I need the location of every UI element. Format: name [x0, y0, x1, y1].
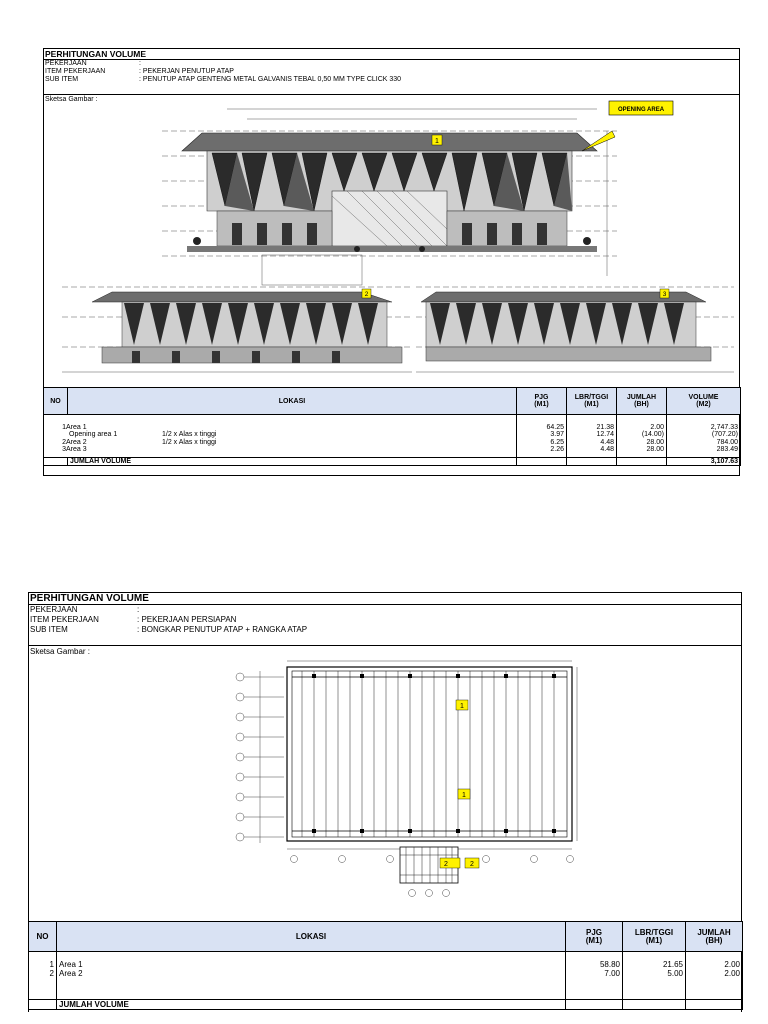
- sheet-1-field-item-label: ITEM PEKERJAAN: [45, 68, 106, 75]
- sheet-1-volume-table: [43, 387, 741, 466]
- sheet-1-field-item-value: : PEKERJAN PENUTUP ATAP: [139, 68, 234, 75]
- sheet-2-col-jumlah: JUMLAH (BH): [686, 922, 743, 952]
- table-row: 3 Area 3: [62, 446, 87, 453]
- sheet-2-col-lokasi: LOKASI: [57, 922, 566, 952]
- sheet-1-col-volume: VOLUME (M2): [667, 388, 741, 415]
- sheet-1-area-tag-2: 2: [364, 291, 369, 298]
- sheet-1-col-lbr: LBR/TGGI (M1): [567, 388, 617, 415]
- table-row: 1 Area 1: [62, 423, 87, 431]
- volume-sheet-1: [43, 48, 740, 476]
- sheet-2-area-tag-2b: 2: [470, 861, 474, 868]
- sheet-2-field-pekerjaan-label: PEKERJAAN: [30, 605, 78, 614]
- sheet-2-data-block: 1 2 Area 1 Area 2 58.80 7.00 21.65 5.00 2.00 2.00: [29, 960, 743, 1000]
- sheet-1-col-jumlah: JUMLAH (BH): [617, 388, 667, 415]
- table-row: Opening area 1 1/2 x Alas x tinggi: [69, 431, 217, 438]
- sheet-1-total-value: 3,107.63: [667, 458, 741, 466]
- sheet-2-title: PERHITUNGAN VOLUME: [30, 593, 149, 604]
- sheet-1-field-subitem-value: : PENUTUP ATAP GENTENG METAL GALVANIS TEBAL 0,50 MM TYPE CLICK 330: [139, 76, 402, 83]
- sheet-1-drawing-side-elevation-left: [62, 247, 412, 387]
- table-row: 2: [49, 968, 54, 978]
- sheet-2-field-item-label: ITEM PEKERJAAN: [30, 615, 99, 624]
- sheet-2-field-item-value: : PEKERJAAN PERSIAPAN: [137, 615, 237, 624]
- sheet-1-area-tag-3: 3: [662, 291, 667, 298]
- sheet-2-col-no: NO: [29, 922, 57, 952]
- sheet-1-title-rule: [44, 59, 739, 60]
- sheet-1-field-subitem-label: SUB ITEM: [45, 76, 79, 83]
- sheet-2-col-pjg: PJG (M1): [566, 922, 623, 952]
- sheet-2-total-label: JUMLAH VOLUME: [57, 1000, 566, 1010]
- sheet-1-area-tag-1: 1: [435, 138, 439, 145]
- sheet-1-title: PERHITUNGAN VOLUME: [45, 49, 147, 59]
- sheet-1-field-pekerjaan-label: PEKERJAAN: [45, 60, 87, 67]
- sheet-2-volume-table: [28, 921, 743, 1010]
- sheet-2-col-lbr: LBR/TGGI (M1): [623, 922, 686, 952]
- sheet-1-data-block: 1 Area 1 Opening area 1 1/2 x Alas x tinggi 2 Area 2 1/2 x Alas x tinggi 3 Area 3 64.25 3.97 6.25 2.26 21.38 12.74 4.48 4.48 2.00 (14.00) 28.00 28.00 2,747.33 (707.20) 784.00 283.49: [44, 424, 741, 458]
- sheet-1-field-pekerjaan-value: :: [139, 60, 141, 67]
- sheet-1-drawing-side-elevation-right: [416, 267, 734, 385]
- sheet-2-field-subitem-value: : BONGKAR PENUTUP ATAP + RANGKA ATAP: [137, 625, 308, 634]
- sheet-2-sketch-label: Sketsa Gambar :: [30, 647, 91, 656]
- sheet-2-area-tag-2a: 2: [444, 861, 448, 868]
- sheet-1-col-lokasi: LOKASI: [68, 388, 517, 415]
- table-row: 1: [49, 959, 54, 969]
- sheet-2-drawing-roof-plan: [232, 659, 592, 905]
- sheet-2-field-pekerjaan-value: :: [137, 605, 140, 614]
- sheet-2-header-rule: [29, 645, 741, 646]
- sheet-2-area-tag-1a: 1: [460, 703, 464, 710]
- sheet-1-col-no: NO: [44, 388, 68, 415]
- sheet-1-callout-label: OPENING AREA: [617, 107, 665, 113]
- volume-sheet-2: [28, 592, 742, 1012]
- sheet-1-header-rule: [44, 94, 739, 95]
- sheet-2-field-subitem-label: SUB ITEM: [30, 625, 68, 634]
- sheet-2-area-tag-1b: 1: [462, 792, 466, 799]
- sheet-1-sketch-label: Sketsa Gambar :: [45, 96, 98, 103]
- sheet-2-title-rule: [29, 604, 741, 605]
- sheet-1-col-pjg: PJG (M1): [517, 388, 567, 415]
- table-row: 2 Area 2 1/2 x Alas x tinggi: [62, 438, 217, 446]
- sheet-1-total-label: JUMLAH VOLUME: [68, 458, 517, 466]
